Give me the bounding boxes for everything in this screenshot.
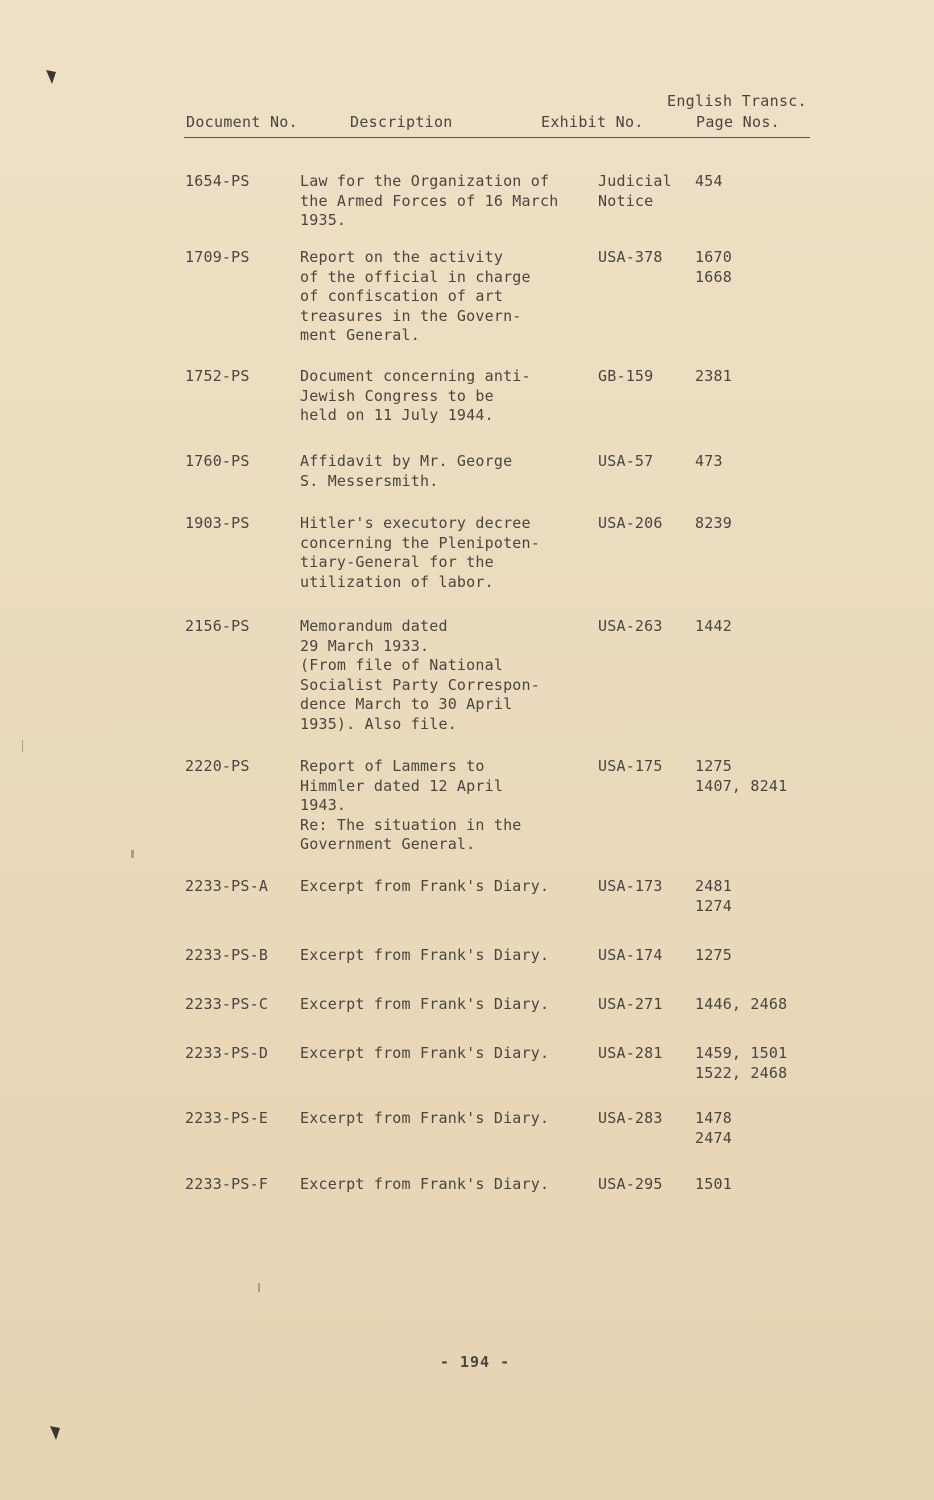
description: Report of Lammers to Himmler dated 12 April 1943. Re: The situation in the Government General. xyxy=(300,757,522,853)
description: Excerpt from Frank's Diary. xyxy=(300,877,550,895)
document-number: 2233-PS-F xyxy=(185,1175,269,1193)
document-number: 2233-PS-C xyxy=(185,995,269,1013)
page-number: - 194 - xyxy=(439,1353,511,1371)
page-numbers: 1478 2474 xyxy=(695,1109,732,1147)
document-number: 1654-PS xyxy=(185,172,250,190)
description: Excerpt from Frank's Diary. xyxy=(300,1044,550,1062)
document-number: 2233-PS-B xyxy=(185,946,269,964)
page-numbers: 8239 xyxy=(695,514,732,532)
page-numbers: 454 xyxy=(695,172,723,190)
exhibit-number: USA-263 xyxy=(598,617,663,635)
exhibit-number: USA-173 xyxy=(598,877,663,895)
description: Excerpt from Frank's Diary. xyxy=(300,1175,550,1193)
document-number: 1709-PS xyxy=(185,248,250,266)
description: Report on the activity of the official in charge of confiscation of art treasures in the Govern- ment General. xyxy=(300,248,531,344)
header-exhibit-no: Exhibit No. xyxy=(541,113,644,131)
description: Hitler's executory decree concerning the Plenipoten- tiary-General for the utilization of labor. xyxy=(300,514,540,591)
description: Excerpt from Frank's Diary. xyxy=(300,995,550,1013)
page-numbers: 1275 xyxy=(695,946,732,964)
page-numbers: 1670 1668 xyxy=(695,248,732,286)
page-numbers: 1442 xyxy=(695,617,732,635)
page-numbers: 1275 1407, 8241 xyxy=(695,757,788,795)
exhibit-number: USA-281 xyxy=(598,1044,663,1062)
document-number: 2233-PS-A xyxy=(185,877,269,895)
page-numbers: 1446, 2468 xyxy=(695,995,788,1013)
document-number: 1752-PS xyxy=(185,367,250,385)
header-page-nos: Page Nos. xyxy=(696,113,780,131)
description: Memorandum dated 29 March 1933. (From file of National Socialist Party Correspon- dence March to 30 April 1935). Also file. xyxy=(300,617,540,733)
page-numbers: 473 xyxy=(695,452,723,470)
document-number: 2233-PS-D xyxy=(185,1044,269,1062)
page-numbers: 1501 xyxy=(695,1175,732,1193)
exhibit-number: USA-175 xyxy=(598,757,663,775)
page-numbers: 2481 1274 xyxy=(695,877,732,915)
binder-hole-mark-bottom xyxy=(50,1426,60,1440)
description: Affidavit by Mr. George S. Messersmith. xyxy=(300,452,513,490)
description: Excerpt from Frank's Diary. xyxy=(300,946,550,964)
description: Document concerning anti- Jewish Congress to be held on 11 July 1944. xyxy=(300,367,531,424)
exhibit-number: USA-295 xyxy=(598,1175,663,1193)
header-document-no: Document No. xyxy=(186,113,298,131)
exhibit-number: USA-378 xyxy=(598,248,663,266)
exhibit-number: GB-159 xyxy=(598,367,654,385)
exhibit-number: USA-206 xyxy=(598,514,663,532)
header-description: Description xyxy=(350,113,453,131)
document-number: 1760-PS xyxy=(185,452,250,470)
document-number: 2233-PS-E xyxy=(185,1109,269,1127)
page-numbers: 2381 xyxy=(695,367,732,385)
page-numbers: 1459, 1501 1522, 2468 xyxy=(695,1044,788,1082)
exhibit-number: USA-271 xyxy=(598,995,663,1013)
header-english-transc: English Transc. xyxy=(667,92,807,110)
exhibit-number: USA-57 xyxy=(598,452,654,470)
exhibit-number: USA-174 xyxy=(598,946,663,964)
document-number: 2156-PS xyxy=(185,617,250,635)
exhibit-number: Judicial Notice xyxy=(598,172,672,210)
description: Excerpt from Frank's Diary. xyxy=(300,1109,550,1127)
description: Law for the Organization of the Armed Forces of 16 March 1935. xyxy=(300,172,559,229)
document-number: 2220-PS xyxy=(185,757,250,775)
exhibit-number: USA-283 xyxy=(598,1109,663,1127)
document-number: 1903-PS xyxy=(185,514,250,532)
